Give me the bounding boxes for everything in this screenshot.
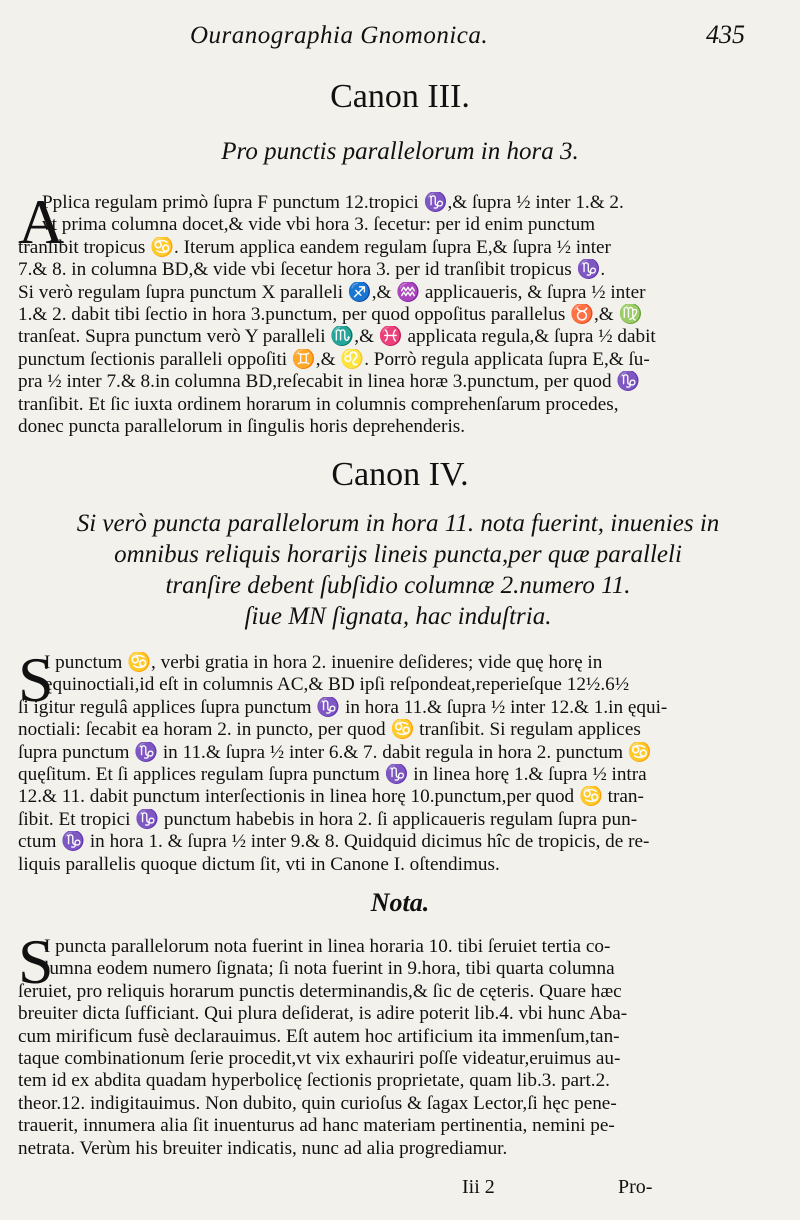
running-head-title: Ouranographia Gnomonica. <box>190 22 489 49</box>
nota-paragraph <box>18 936 778 1160</box>
text-line: Pplica regulam primò ſupra F punctum 12.tropici ♑,& ſupra ½ inter 1.& 2. <box>42 192 624 213</box>
text-line: punctum ſectionis paralleli oppoſiti ♊,& ♌. Porrò regula applicata ſupra E,& ſu- <box>18 348 650 370</box>
canon-3-paragraph <box>18 186 778 438</box>
text-line: quęſitum. Et ſi applices regulam ſupra punctum ♑ in linea horę 1.& ſupra ½ intra <box>18 763 647 785</box>
text-line: netrata. Verùm his breuiter indicatis, nunc ad alia progrediamur. <box>18 1137 508 1159</box>
canon-3-dropcap: A <box>18 186 65 257</box>
text-line: tranſibit tropicus ♋. Iterum applica eandem regulam ſupra E,& ſupra ½ inter <box>18 236 611 258</box>
text-line: pra ½ inter 7.& 8.in columna BD,reſecabit in linea horæ 3.punctum, per quod ♑ <box>18 371 641 393</box>
page-number: 435 <box>706 20 745 49</box>
running-head <box>0 18 800 58</box>
text-line: tem id ex abdita quadam hyperbolicę ſectionis proprietate, quam lib.3. part.2. <box>18 1070 610 1092</box>
text-line: donec puncta parallelorum in ſingulis horis deprehenderis. <box>18 415 466 437</box>
text-line: theor.12. indigitauimus. Non dubito, quin curioſus & ſagax Lector,ſi hęc pene- <box>18 1092 617 1114</box>
catchword: Pro- <box>618 1176 653 1198</box>
text-line: I puncta parallelorum nota fuerint in linea horaria 10. tibi ſeruiet tertia co- <box>44 936 611 957</box>
intro-line: ſiue MN ſignata, hac induſtria. <box>244 603 552 630</box>
intro-line: tranſire debent ſubſidio columnæ 2.numero 11. <box>165 572 631 599</box>
text-line: I punctum ♋, verbi gratia in hora 2. inuenire deſideres; vide quę horę in <box>44 652 603 673</box>
text-line: cum mirificum fusè declarauimus. Eſt autem hoc artificium ita immenſum,tan- <box>18 1025 620 1047</box>
canon-4-dropcap: S <box>18 644 54 715</box>
text-line: 12.& 11. dabit punctum interſectionis in linea horę 10.punctum,per quod ♋ tran- <box>18 786 644 808</box>
intro-line: Si verò puncta parallelorum in hora 11. nota fuerint, inuenies in <box>76 510 720 537</box>
text-line: breuiter dicta ſufficiant. Qui plura deſiderat, is adire poterit lib.4. vbi hunc Aba- <box>18 1003 628 1025</box>
text-line: tranſeat. Supra punctum verò Y paralleli ♏,& ♓ applicata regula,& ſupra ½ dabit <box>18 326 656 348</box>
text-line: 1.& 2. dabit tibi ſectio in hora 3.punctum, per quod oppoſitus parallelus ♉,& ♍ <box>18 303 643 325</box>
text-line: Si verò regulam ſupra punctum X paralleli ♐,& ♒ applicaueris, & ſupra ½ inter <box>18 281 646 303</box>
text-line: ſibit. Et tropici ♑ punctum habebis in hora 2. ſi applicaueris regulam ſupra pun- <box>18 808 638 830</box>
text-line: ęquinoctiali,id eſt in columnis AC,& BD ipſi reſpondeat,reperieſque 12½.6½ <box>44 674 630 696</box>
text-line: ſupra punctum ♑ in 11.& ſupra ½ inter 6.& 7. dabit regula in hora 2. punctum ♋ <box>18 741 652 763</box>
canon-4-intro <box>18 508 778 632</box>
text-line: 7.& 8. in columna BD,& vide vbi ſecetur hora 3. per id tranſibit tropicus ♑. <box>18 259 606 281</box>
text-line: lumna eodem numero ſignata; ſi nota fuerint in 9.hora, tibi quarta columna <box>44 958 615 980</box>
intro-line: omnibus reliquis horarijs lineis puncta,per quæ paralleli <box>114 541 682 568</box>
text-line: noctiali: ſecabit ea horam 2. in puncto, per quod ♋ tranſibit. Si regulam applices <box>18 719 641 741</box>
text-line: taque combinationum ſerie procedit,vt vix exhauriri poſſe videatur,eruimus au- <box>18 1047 621 1069</box>
page-footer <box>0 1176 800 1206</box>
text-line: ſeruiet, pro reliquis horarum punctis determinandis,& ſic de cęteris. Quare hæc <box>18 980 622 1002</box>
text-line: tranſibit. Et ſic iuxta ordinem horarum in columnis comprehenſarum procedes, <box>18 393 619 415</box>
text-line: liquis parallelis quoque dictum ſit, vti in Canone I. oſtendimus. <box>18 853 500 875</box>
text-line: ctum ♑ in hora 1. & ſupra ½ inter 9.& 8. Quidquid dicimus hîc de tropicis, de re- <box>18 831 650 853</box>
text-line: ſi igitur regulâ applices ſupra punctum ♑ in hora 11.& ſupra ½ inter 12.& 1.in ęqui- <box>18 696 668 718</box>
canon-3-heading: Canon III. <box>330 78 470 115</box>
nota-heading: Nota. <box>370 888 430 917</box>
signature-mark: Iii 2 <box>462 1176 495 1198</box>
canon-4-paragraph <box>18 644 778 876</box>
canon-4-heading: Canon IV. <box>331 456 469 493</box>
text-line: vt prima columna docet,& vide vbi hora 3. ſecetur: per id enim punctum <box>42 214 596 236</box>
nota-dropcap: S <box>18 926 54 997</box>
canon-3-subheading: Pro punctis parallelorum in hora 3. <box>221 138 579 165</box>
text-line: trauerit, innumera alia ſit inuenturus ad hanc materiam pertinentia, nemini pe- <box>18 1115 615 1137</box>
